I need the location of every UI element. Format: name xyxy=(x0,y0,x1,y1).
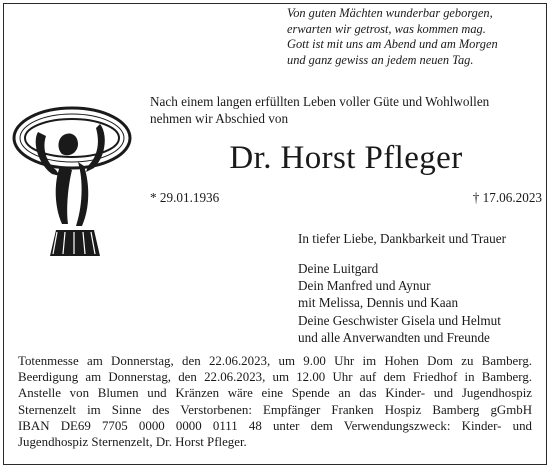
intro-text xyxy=(150,94,542,127)
notes-line: Anstelle von Blumen und Kränzen wäre eine Spende an das Kinder- und Jugendhospiz xyxy=(18,386,532,401)
notes-line: Beerdigung am Donnerstag, den 22.06.2023, um 12.00 Uhr auf dem Friedhof in Bamberg. xyxy=(18,370,532,385)
figure-arms-raised-ring-icon xyxy=(8,96,142,262)
poem-line: Von guten Mächten wunderbar geborgen, xyxy=(287,6,493,20)
notes-line: Sternenzelt im Sinne des Verstorbenen: Empfänger Franken Hospiz Bamberg gGmbH xyxy=(18,402,532,417)
mourning-line: In tiefer Liebe, Dankbarkeit und Trauer xyxy=(298,231,506,246)
funeral-notes xyxy=(18,353,532,450)
poem-line: und ganz gewiss an jedem neuen Tag. xyxy=(287,52,474,67)
mourner-line: Deine Luitgard xyxy=(298,261,379,276)
poem-line: Gott ist mit uns am Abend und am Morgen xyxy=(287,37,498,51)
intro-line: nehmen wir Abschied von xyxy=(150,110,289,126)
death-date: † 17.06.2023 xyxy=(472,190,542,205)
mourner-line: Dein Manfred und Aynur xyxy=(298,278,431,294)
notes-line: Totenmesse am Donnerstag, den 22.06.2023, um 9.00 Uhr im Hohen Dom zu Bamberg. xyxy=(18,354,532,368)
intro-line: Nach einem langen erfüllten Leben voller Güte und Wohlwollen xyxy=(150,94,490,109)
mourner-line: mit Melissa, Dennis und Kaan xyxy=(298,295,459,311)
mourners-list xyxy=(298,260,542,346)
mourner-line: Deine Geschwister Gisela und Helmut xyxy=(298,312,501,328)
notes-line: IBAN DE69 7705 0000 0000 0111 48 unter dem Verwendungszweck: Kinder- und xyxy=(18,418,532,433)
birth-date: * 29.01.1936 xyxy=(150,190,220,205)
poem-line: erwarten wir getrost, was kommen mag. xyxy=(287,21,486,36)
deceased-name: Dr. Horst Pfleger xyxy=(229,140,463,176)
notes-line: Jugendhospiz Sternenzelt, Dr. Horst Pfleger. xyxy=(18,435,247,450)
poem xyxy=(287,6,542,68)
mourner-line: und alle Anverwandten und Freunde xyxy=(298,329,490,345)
